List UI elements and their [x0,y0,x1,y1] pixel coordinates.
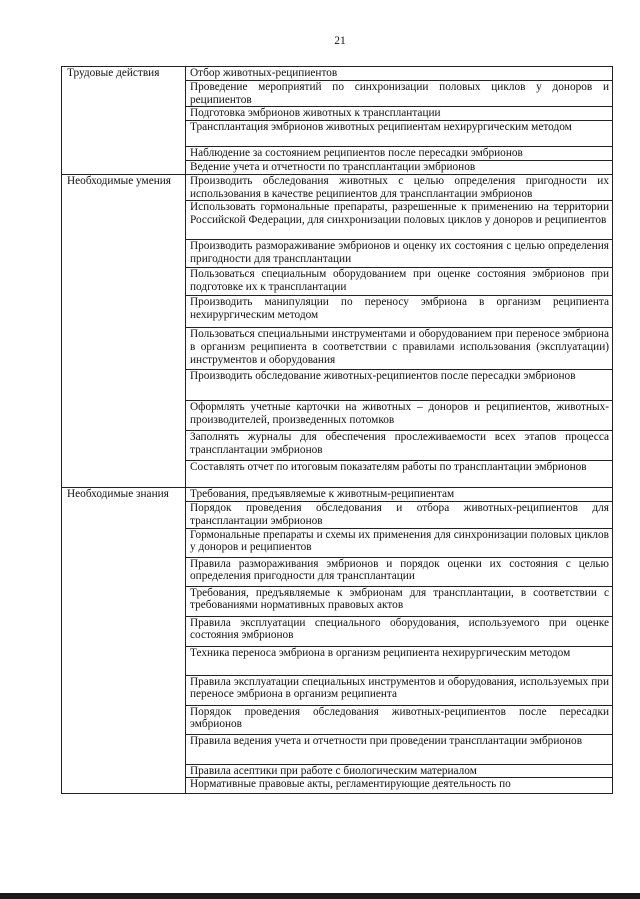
section-item [186,147,613,161]
section-item-text: Подготовка эмбрионов животных к трансплантации [190,107,441,120]
section-item [186,646,613,675]
section-label: Необходимые знания [62,488,186,794]
section-item-text: Порядок проведения обследования и отбора животных-реципиентов для трансплантации эмбрионов [190,502,609,527]
section-item-text: Оформлять учетные карточки на животных – доноров и реципиентов, животных-производителей, произведенных потомков [190,401,609,426]
section-item [186,296,613,328]
section-item-text: Производить размораживание эмбрионов и оценку их состояния с целью определения пригодности для трансплантации [190,240,609,265]
section-item [186,734,613,764]
section-item [186,586,613,616]
section-label: Трудовые действия [62,67,186,175]
table-row [62,67,613,81]
section-item-text: Производить манипуляции по переносу эмбриона в организм реципиента нехирургическим методом [190,296,609,321]
section-label: Необходимые умения [62,175,186,488]
section-item-text: Правила ведения учета и отчетности при проведении трансплантации эмбрионов [190,734,583,747]
table-row [62,175,613,201]
section-item-text: Правила эксплуатации специальных инструментов и оборудования, используемых при переносе эмбриона в организм реципиента [190,675,609,701]
section-item [186,121,613,147]
section-item-text: Пользоваться специальными инструментами и оборудованием при переносе эмбриона в организм реципиента в соответствии с правилами использования (эксплуатации) инструментов и оборудования [190,328,609,366]
section-item [186,328,613,370]
section-item [186,778,613,794]
scan-bottom-edge [0,893,640,899]
section-item [186,675,613,705]
section-item-text: Использовать гормональные препараты, разрешенные к применению на территории Российской Федерации, для синхронизации половых циклов у доноров и реципиентов [190,201,609,226]
section-item [186,370,613,401]
section-item [186,175,613,201]
section-item-text: Заполнять журналы для обеспечения прослеживаемости всех этапов процесса трансплантации эмбрионов [190,431,609,456]
section-item-text: Правила размораживания эмбрионов и порядок оценки их состояния с целью определения пригодности для трансплантации [190,557,609,583]
competency-table [61,66,613,794]
section-item-text: Трансплантация эмбрионов животных реципиентам нехирургическим методом [190,121,572,134]
section-item [186,528,613,557]
section-item-text: Производить обследование животных-реципиентов после пересадки эмбрионов [190,370,576,383]
section-item-text: Отбор животных-реципиентов [190,67,338,79]
section-item [186,616,613,646]
section-item-text: Проведение мероприятий по синхронизации половых циклов у доноров и реципиентов [190,81,609,106]
section-item [186,502,613,528]
section-item-text: Пользоваться специальным оборудованием при оценке состояния эмбрионов при подготовке их к трансплантации [190,268,609,293]
section-item [186,764,613,778]
section-item-text: Ведение учета и отчетности по трансплантации эмбрионов [190,161,476,174]
section-item-text: Техника переноса эмбриона в организм реципиента нехирургическим методом [190,646,571,659]
section-item [186,461,613,488]
page-number: 21 [334,35,346,47]
section-item-text: Требования, предъявляемые к животным-реципиентам [190,488,455,501]
competency-table-body [62,67,613,794]
section-item [186,268,613,296]
section-item-text: Правила эксплуатации специального оборудования, используемого при оценке состояния эмбрионов [190,616,609,642]
section-item-text: Порядок проведения обследования животных-реципиентов после пересадки эмбрионов [190,705,609,731]
section-item-text: Нормативные правовые акты, регламентирующие деятельность по [190,778,511,791]
table-row [62,488,613,502]
section-item-text: Правила асептики при работе с биологическим материалом [190,764,477,777]
section-item [186,557,613,586]
section-item [186,401,613,431]
section-item-text: Наблюдение за состоянием реципиентов после пересадки эмбрионов [190,147,523,160]
section-item-text: Производить обследования животных с целью определения пригодности их использования в качестве реципиентов для трансплантации эмбрионов [190,175,609,200]
section-item [186,240,613,268]
section-item [186,201,613,240]
section-item-text: Составлять отчет по итоговым показателям работы по трансплантации эмбрионов [190,461,587,474]
section-item [186,81,613,107]
section-item [186,705,613,734]
section-item-text: Требования, предъявляемые к эмбрионам для трансплантации, в соответствии с требованиями нормативных правовых актов [190,586,609,612]
section-item [186,488,613,502]
section-item [186,67,613,81]
section-item [186,107,613,121]
section-item [186,161,613,175]
section-item [186,431,613,461]
section-item-text: Гормональные препараты и схемы их применения для синхронизации половых циклов у доноров и реципиентов [190,528,609,554]
